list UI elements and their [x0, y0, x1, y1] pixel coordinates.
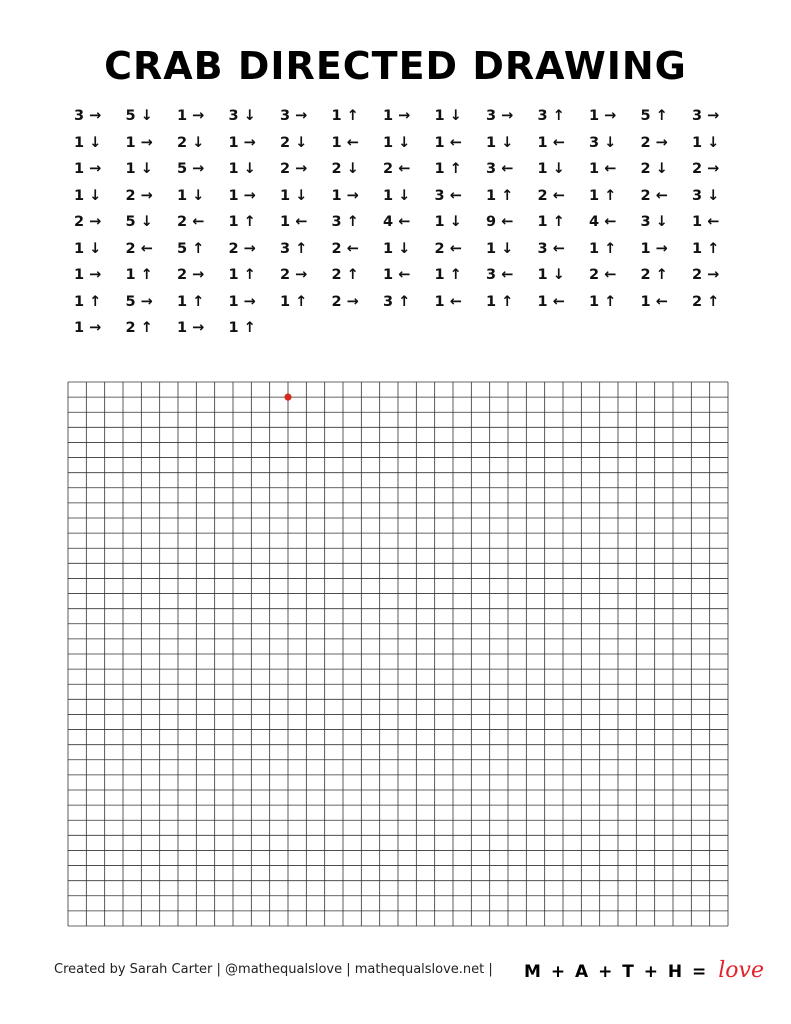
- directions-row: [74, 320, 754, 347]
- direction-step: 1 →: [228, 293, 256, 310]
- direction-step: 1 ←: [589, 161, 617, 177]
- direction-step: 1 →: [228, 134, 256, 151]
- directions-row: [74, 267, 754, 294]
- direction-step: 2 ←: [125, 240, 153, 257]
- direction-step: 1 ↓: [74, 240, 102, 257]
- direction-step: 1 →: [74, 161, 102, 177]
- direction-step: 2 →: [692, 267, 720, 283]
- grid-svg: [67, 381, 729, 927]
- direction-step: 1 ↑: [434, 161, 462, 177]
- direction-step: 3 ↓: [228, 108, 256, 124]
- direction-step: 1 ←: [537, 134, 565, 151]
- direction-step: 2 ←: [537, 187, 565, 204]
- direction-step: 3 ←: [486, 267, 514, 283]
- direction-step: 4 ←: [383, 214, 411, 230]
- direction-step: 1 ↑: [74, 293, 102, 310]
- direction-step: 1 →: [640, 240, 668, 257]
- brand-text: M + A + T + H =: [524, 962, 709, 982]
- direction-step: 4 ←: [589, 214, 617, 230]
- direction-step: 3 ↑: [331, 214, 359, 230]
- direction-step: 1 ←: [640, 293, 668, 310]
- direction-step: 3 ↓: [640, 214, 668, 230]
- footer: [54, 958, 764, 984]
- direction-step: 1 ↑: [177, 293, 205, 310]
- direction-step: 2 ↑: [331, 267, 359, 283]
- direction-step: 1 ↓: [537, 267, 565, 283]
- direction-step: 1 ↑: [589, 293, 617, 310]
- direction-step: 1 ←: [280, 214, 308, 230]
- direction-step: 2 ↑: [640, 267, 668, 283]
- direction-step: 3 →: [74, 108, 102, 124]
- brand-love-script: love: [718, 958, 764, 983]
- direction-step: 1 ←: [434, 293, 462, 310]
- direction-step: 1 ↑: [228, 267, 256, 283]
- direction-step: 5 →: [125, 293, 153, 310]
- direction-step: 1 →: [125, 134, 153, 151]
- direction-step: 1 ↑: [331, 108, 359, 124]
- direction-step: 1 ↓: [383, 134, 411, 151]
- direction-step: 1 ↑: [692, 240, 720, 257]
- direction-step: 1 →: [383, 108, 411, 124]
- direction-step: 1 ↑: [537, 214, 565, 230]
- direction-step: 2 ↓: [331, 161, 359, 177]
- direction-step: 5 ↑: [177, 240, 205, 257]
- direction-step: 9 ←: [486, 214, 514, 230]
- direction-step: 1 →: [331, 187, 359, 204]
- direction-step: 1 ↓: [486, 134, 514, 151]
- direction-step: 2 ↑: [125, 320, 153, 336]
- directions-list: [74, 108, 754, 347]
- direction-step: 3 →: [486, 108, 514, 124]
- direction-step: 3 ↓: [692, 187, 720, 204]
- direction-step: 2 →: [280, 267, 308, 283]
- direction-step: 1 ↓: [692, 134, 720, 151]
- directions-row: [74, 161, 754, 188]
- directions-row: [74, 214, 754, 241]
- direction-step: 2 ←: [383, 161, 411, 177]
- direction-step: 2 ↑: [692, 293, 720, 310]
- direction-step: 1 →: [177, 320, 205, 336]
- direction-step: 1 ←: [434, 134, 462, 151]
- page-title: CRAB DIRECTED DRAWING: [104, 44, 687, 88]
- drawing-grid: [67, 381, 729, 927]
- directions-row: [74, 135, 754, 162]
- direction-step: 3 ←: [537, 240, 565, 257]
- direction-step: 1 ↓: [383, 240, 411, 257]
- direction-step: 5 ↑: [640, 108, 668, 124]
- direction-step: 1 ↑: [589, 240, 617, 257]
- direction-step: 2 ↓: [280, 134, 308, 151]
- direction-step: 2 ←: [331, 240, 359, 257]
- direction-step: 5 ↓: [125, 214, 153, 230]
- directions-row: [74, 188, 754, 215]
- direction-step: 1 ↓: [74, 134, 102, 151]
- direction-step: 2 ←: [589, 267, 617, 283]
- direction-step: 2 →: [331, 293, 359, 310]
- directions-row: [74, 108, 754, 135]
- direction-step: 1 →: [589, 108, 617, 124]
- direction-step: 1 →: [74, 320, 102, 336]
- direction-step: 1 ↓: [537, 161, 565, 177]
- direction-step: 2 →: [177, 267, 205, 283]
- direction-step: 2 →: [640, 134, 668, 151]
- direction-step: 2 →: [280, 161, 308, 177]
- direction-step: 3 ↑: [383, 293, 411, 310]
- direction-step: 1 ↓: [125, 161, 153, 177]
- footer-credit: Created by Sarah Carter | @mathequalslove | mathequalslove.net |: [54, 962, 493, 977]
- directions-row: [74, 294, 754, 321]
- direction-step: 3 ←: [434, 187, 462, 204]
- direction-step: 1 ↓: [177, 187, 205, 204]
- direction-step: 1 ↑: [486, 187, 514, 204]
- direction-step: 1 ←: [537, 293, 565, 310]
- direction-step: 2 →: [74, 214, 102, 230]
- direction-step: 1 ↑: [434, 267, 462, 283]
- direction-step: 3 ←: [486, 161, 514, 177]
- direction-step: 2 ←: [177, 214, 205, 230]
- direction-step: 3 ↑: [537, 108, 565, 124]
- direction-step: 1 ←: [383, 267, 411, 283]
- direction-step: 1 →: [228, 187, 256, 204]
- direction-step: 1 ↓: [383, 187, 411, 204]
- direction-step: 3 →: [280, 108, 308, 124]
- direction-step: 1 ↓: [228, 161, 256, 177]
- direction-step: 2 →: [125, 187, 153, 204]
- direction-step: 1 ↑: [228, 320, 256, 336]
- direction-step: 3 ↓: [589, 134, 617, 151]
- direction-step: 1 ←: [692, 214, 720, 230]
- direction-step: 3 →: [692, 108, 720, 124]
- direction-step: 1 ↑: [486, 293, 514, 310]
- direction-step: 1 ←: [331, 134, 359, 151]
- direction-step: 1 ↑: [280, 293, 308, 310]
- direction-step: 1 ↑: [589, 187, 617, 204]
- direction-step: 1 ↓: [434, 108, 462, 124]
- direction-step: 5 ↓: [125, 108, 153, 124]
- directions-row: [74, 241, 754, 268]
- start-dot: [284, 394, 291, 401]
- direction-step: 1 →: [177, 108, 205, 124]
- direction-step: 2 ↓: [177, 134, 205, 151]
- direction-step: 1 ↓: [486, 240, 514, 257]
- direction-step: 1 →: [74, 267, 102, 283]
- direction-step: 1 ↑: [125, 267, 153, 283]
- direction-step: 1 ↓: [434, 214, 462, 230]
- direction-step: 2 ←: [640, 187, 668, 204]
- direction-step: 1 ↑: [228, 214, 256, 230]
- direction-step: 1 ↓: [280, 187, 308, 204]
- footer-brand: [524, 958, 764, 983]
- direction-step: 5 →: [177, 161, 205, 177]
- direction-step: 2 →: [692, 161, 720, 177]
- direction-step: 2 ↓: [640, 161, 668, 177]
- direction-step: 2 →: [228, 240, 256, 257]
- direction-step: 2 ←: [434, 240, 462, 257]
- direction-step: 1 ↓: [74, 187, 102, 204]
- direction-step: 3 ↑: [280, 240, 308, 257]
